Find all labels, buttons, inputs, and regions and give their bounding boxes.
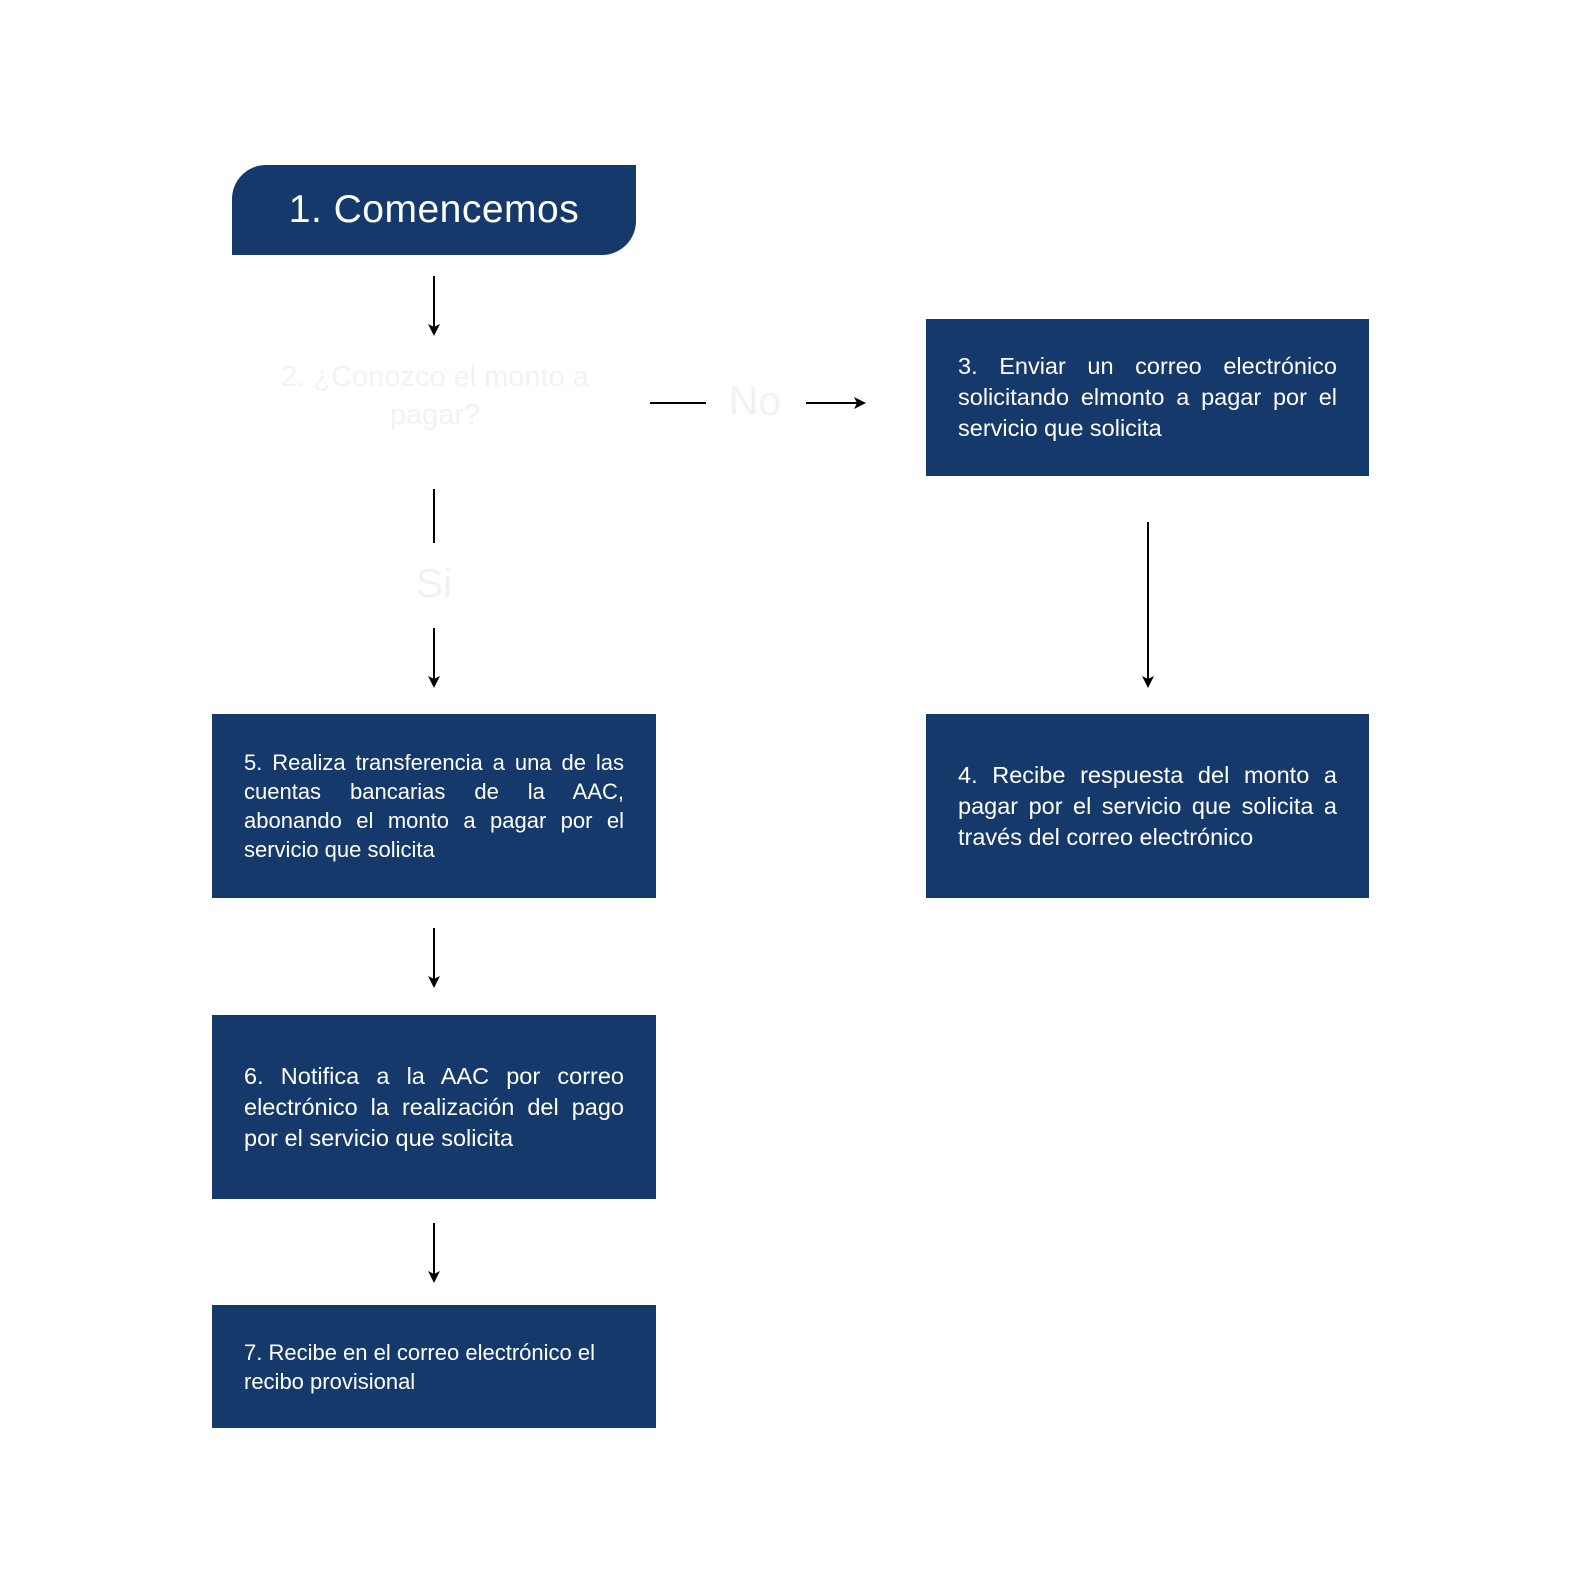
step-4-box bbox=[926, 714, 1369, 898]
start-label: 1. Comencemos bbox=[288, 188, 580, 231]
branch-no-label: No bbox=[728, 378, 782, 424]
step-4-text: 4. Recibe respuesta del monto a pagar por el servicio que solicita a través del correo electrónico bbox=[958, 761, 1337, 850]
step-7-box bbox=[212, 1305, 656, 1428]
step-5-box bbox=[212, 714, 656, 898]
start-node bbox=[232, 165, 636, 255]
step-5-text: 5. Realiza transferencia a una de las cuentas bancarias de la AAC, abonando el monto a pagar por el servicio que solicita bbox=[244, 750, 624, 862]
branch-yes-label: Si bbox=[415, 560, 453, 606]
step-3-text: 3. Enviar un correo electrónico solicitando elmonto a pagar por el servicio que solicita bbox=[958, 353, 1337, 441]
decision-question: 2. ¿Conozco el monto a pagar? bbox=[281, 361, 589, 431]
step-6-text: 6. Notifica a la AAC por correo electrónico la realización del pago por el servicio que solicita bbox=[244, 1062, 624, 1151]
step-6-box bbox=[212, 1015, 656, 1199]
step-3-box bbox=[926, 319, 1369, 476]
step-7-text: 7. Recibe en el correo electrónico el recibo provisional bbox=[244, 1339, 595, 1394]
